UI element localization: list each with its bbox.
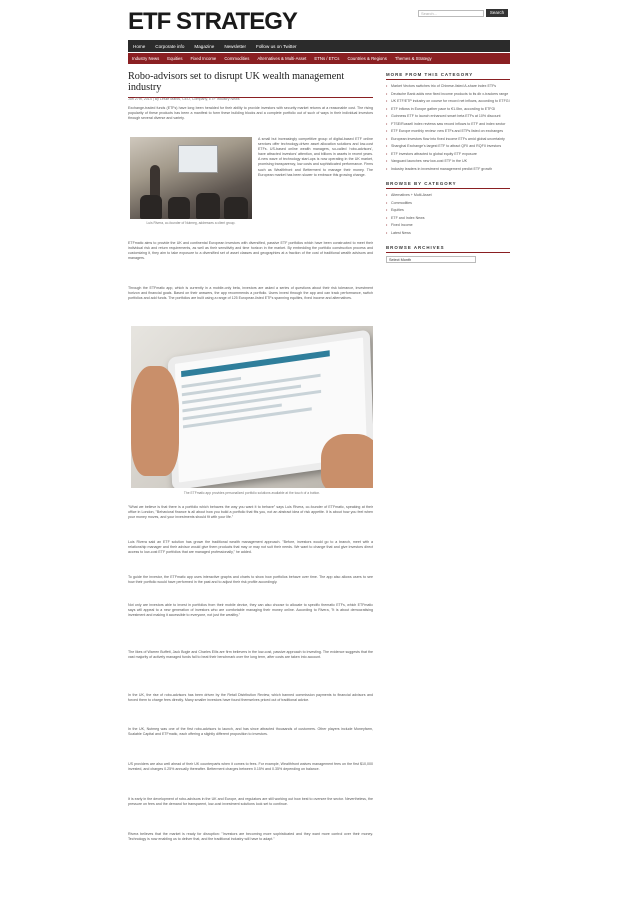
sidebar-link[interactable]: • ETF inflows in Europe gather pace to €1.0bn, according to ETFGI [386,106,510,114]
sidebar [386,72,510,263]
nav-twitter[interactable]: Follow us on Twitter [256,43,297,49]
article-intro: Exchange-traded funds (ETFs) have long been heralded for their ability to provide investors with security market returns at a reasonable cost. The rising popularity of these products has been a manifest to form these building blocks and a complete portfolio out of such of ways in their individual investors through several diverse and variety. [128,106,373,121]
more-category-list [386,83,510,173]
app-header-bar [181,350,330,377]
sidebar-link[interactable]: • Industry leaders in investment management predict ETF growth [386,166,510,174]
article-paragraph: ETFmatic aims to provide the UK and continental European investors with diversified, passive ETF portfolios which have been constructed to meet their individual risk and return requirements, as well as their sensitivity and time horizon in the market. By embedding the portfolio construction process and customizing it, they aim to take exposure to a diversified set of asset classes and geographies at a fraction of the cost of traditional wealth advisors and managers. [128,241,373,261]
article-meta: Jun 27th, 2014 | By Leslie Marks, CEO, Company, ETF Industry News [128,97,240,101]
nav-countries[interactable]: Countries & Regions [347,56,387,61]
sidebar-link[interactable]: • Shanghai Exchange's largest ETF to attract QFII and RQFII investors [386,143,510,151]
article-paragraph: In the UK, the rise of robo-advisors has been driven by the Retail Distribution Review, which banned commission payments to financial advisors and forced them to charge fees directly. Many smaller investors have found themselves priced out of traditional advice. [128,693,373,703]
audience-figure [168,197,190,219]
category-link[interactable]: • Equities [386,207,510,215]
sidebar-link[interactable]: • ETF investors attracted to global equity ETF exposure [386,151,510,159]
nav-alternatives[interactable]: Alternatives & Multi-Asset [257,56,307,61]
article-paragraph: Luis Rivera said an ETF solution has grown the traditional wealth management approach. "Before, investors would go to a branch, meet with a relationship manager and their advisor would give them products that may or may not suit their needs. We want to change that and give investors direct access to low-cost ETF portfolios that are managed professionally," he added. [128,540,373,555]
article-paragraph: Not only are investors able to invest in portfolios from their mobile device, they can also choose to allocate to specific thematic ETFs, which ETFmatic says will appeal to a new generation of investors who are comfortable managing their money online. According to Rivera, "It is about democratising investment and making it accessible to everyone, not just the wealthy." [128,603,373,618]
photo-caption: The ETFmatic app provides personalized portfolio solutions available at the touch of a button. [183,491,321,495]
nav-commodities[interactable]: Commodities [224,56,250,61]
presentation-screen [178,145,218,173]
nav-equities[interactable]: Equities [167,56,183,61]
sidebar-link[interactable]: • Guinness ETF to launch enhanced smart beta ETFs at 10% discount [386,113,510,121]
category-link[interactable]: • Fixed Income [386,222,510,230]
nav-etns-etcs[interactable]: ETNs / ETCs [314,56,340,61]
sidebar-link[interactable]: • Vanguard launches new low-cost ETF in the UK [386,158,510,166]
nav-home[interactable]: Home [133,43,146,49]
sidebar-link[interactable]: • FTSE/Russell index reviews saw record inflows to ETF and index sector [386,121,510,129]
sidebar-link[interactable]: • Market Vectors switches trio of Chinese-listed A-share index ETFs [386,83,510,91]
category-link[interactable]: • Commodities [386,200,510,208]
left-hand [131,366,179,476]
article-paragraph: Rivera believes that the market is ready for disruption: "Investors are becoming more sophisticated and they want more control over their money. Technology is now enabling us to deliver that, and the traditional industry will have to adapt." [128,832,373,842]
article-paragraph: US providers are also well ahead of their UK counterparts when it comes to fees. For example, Wealthfront waives management fees on the first $10,000 invested, and charges 0.25% annually thereafter. Betterment charges between 0.15% and 0.35% depending on balance. [128,762,373,772]
article-paragraph: Through the ETFmatic app, which is currently in a mobile-only beta, investors are asked a series of questions about their risk tolerance, investment horizon and financial goals. Based on their answers, the app recommends a portfolio. Users invest through the app and can track performance, switch portfolios and add funds. The portfolios are built using a range of 125 European-listed ETFs spanning equities, fixed income and alternatives. [128,286,373,301]
archives-select[interactable]: Select Month [386,256,476,263]
browse-archives-heading: BROWSE ARCHIVES [386,245,510,253]
site-logo[interactable]: ETF STRATEGY [128,8,297,35]
nav-themes[interactable]: Themes & Strategy [394,56,432,61]
category-link[interactable]: • ETF and Index News [386,215,510,223]
photo-caption: Luis Rivera, co-founder of Nutmeg, addresses a client group. [146,221,236,225]
nav-magazine[interactable]: Magazine [194,43,215,49]
sidebar-link[interactable]: • UK ETF/ETP industry on course for record net inflows, according to ETFGI [386,98,510,106]
article-paragraph: In the UK, Nutmeg was one of the first robo-advisors to launch, and has since attracted thousands of customers. Other players include Moneyfarm, Scalable Capital and ETFmatic, each offering a slightly different proposition to investors. [128,727,373,737]
more-category-heading: MORE FROM THIS CATEGORY [386,72,510,80]
search-button[interactable]: Search [486,9,508,17]
article-paragraph: It is early in the development of robo-advisors in the UK and Europe, and regulators are still working out how best to oversee the sector. Nevertheless, the pressure on fees and the demand for transparent, low-cost investment solutions look set to continue. [128,797,373,807]
search-input[interactable]: Search... [418,10,484,17]
sidebar-link[interactable]: • Deutsche Bank adds new fixed income products to its db x-trackers range [386,91,510,99]
article-paragraph: To guide the investor, the ETFmatic app uses interactive graphs and charts to show how portfolios behave over time. The app also allows users to see how their portfolio would have performed in the past and to adjust their risk profile accordingly. [128,575,373,585]
sidebar-link[interactable]: • ETF Europe monthly review: new ETFs and ETPs listed on exchanges [386,128,510,136]
nav-corporate-info[interactable]: Corporate info [155,43,185,49]
article-title: Robo-advisors set to disrupt UK wealth management industry [128,71,373,98]
article-paragraph: The likes of Warren Buffett, Jack Bogle and Charles Ellis are firm believers in the low-cost, passive approach to investing. The evidence suggests that the vast majority of actively managed funds fail to beat their benchmark over the long term, after costs are taken into account. [128,650,373,660]
audience-figure [196,193,220,219]
sidebar-link[interactable]: • European investors flow into fixed income ETFs amid global uncertainty [386,136,510,144]
nav-newsletter[interactable]: Newsletter [224,43,247,49]
article-photo [130,137,252,219]
nav-fixed-income[interactable]: Fixed Income [190,56,217,61]
category-nav [128,53,510,64]
audience-figure [140,195,162,219]
audience-figure [224,197,248,219]
browse-category-list [386,192,510,237]
right-hand [321,434,373,488]
category-link[interactable]: • Latest News [386,230,510,238]
category-link[interactable]: • Alternatives + Multi-Asset [386,192,510,200]
browse-category-heading: BROWSE BY CATEGORY [386,181,510,189]
primary-nav [128,40,510,52]
article-column-text: A small but increasingly competitive group of digital-based ETF online services offer technology-driven asset allocation solutions and low-cost ETFs. US-based online wealth managers, so-called 'robo-advisors', have attracted investors' attention, and billions in assets in recent years. A new wave of technology start-ups is now operating in the UK market, promising transparency, low costs and sophisticated performance. Firms such as Wealthfront and Betterment to manage their money. The European market has been slower to embrace this growing change. [258,137,373,177]
nav-industry-news[interactable]: Industry News [132,56,160,61]
tablet-photo [131,326,373,488]
article-paragraph: "What we believe is that there is a portfolio which behaves the way you want it to behave" says Luis Rivera, co-founder of ETFmatic, speaking at their office in London, "Behavioral finance is all about how you build a portfolio that fits you, not an abstract idea of risk appetite. It is about how you feel when your money moves, and your investments should fit with your life." [128,505,373,520]
